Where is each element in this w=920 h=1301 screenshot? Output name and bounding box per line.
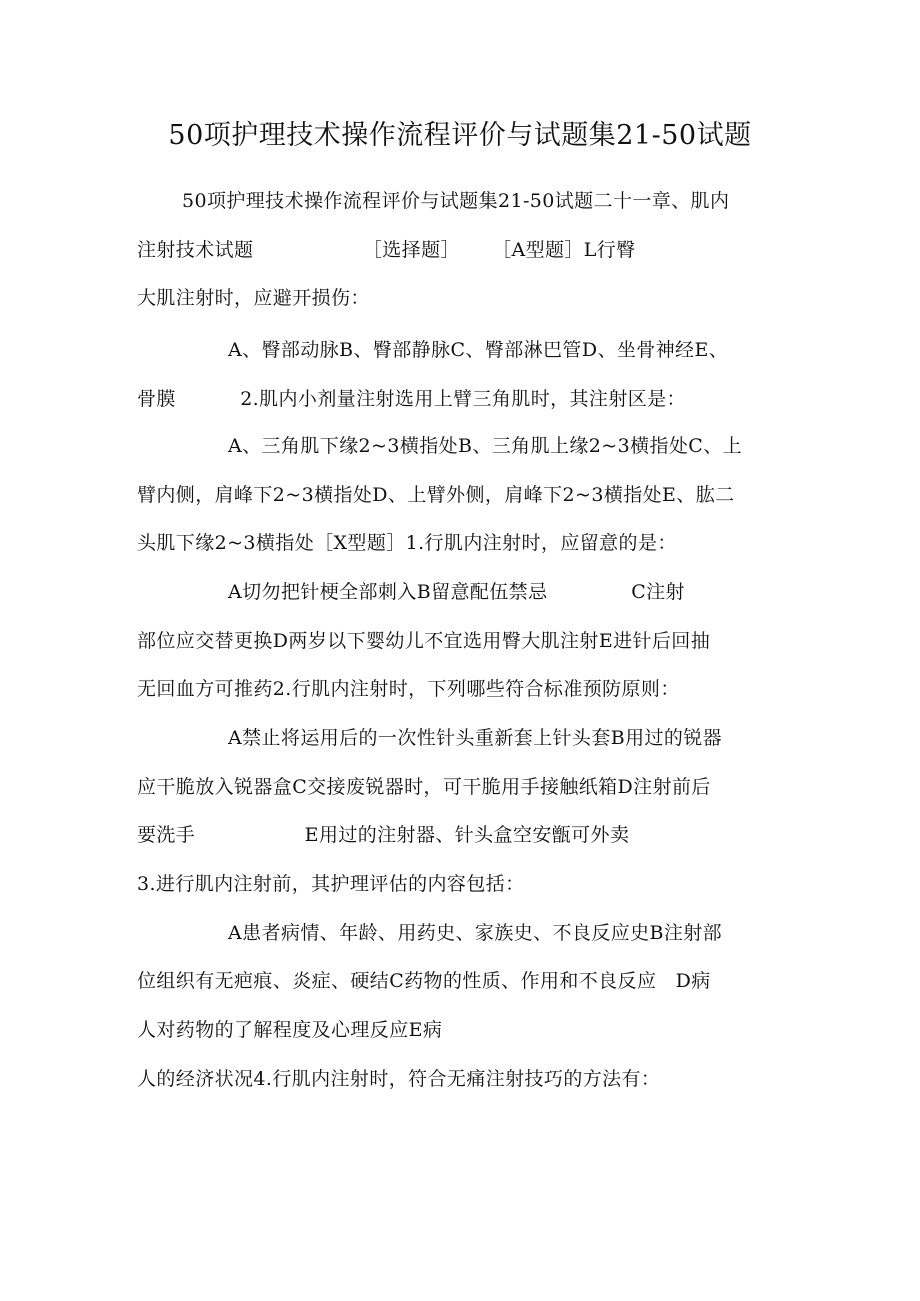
body-line: 要洗手 E用过的注射器、针头盒空安甑可外卖 xyxy=(137,824,630,846)
body-line: 3.进行肌内注射前，其护理评估的内容包括： xyxy=(137,873,525,895)
body-line: 50项护理技术操作流程评价与试题集21-50试题二十一章、肌内 xyxy=(182,190,730,212)
body-line: A禁止将运用后的一次性针头重新套上针头套B用过的锐器 xyxy=(228,727,723,749)
body-line: A患者病情、年龄、用药史、家族史、不良反应史B注射部 xyxy=(228,922,723,944)
body-line: A、臀部动脉B、臀部静脉C、臀部淋巴管D、坐骨神经E、 xyxy=(228,339,729,361)
body-line: A切勿把针梗全部刺入B留意配伍禁忌 C注射 xyxy=(228,581,685,603)
body-line: A、三角肌下缘2~3横指处B、三角肌上缘2~3横指处C、上 xyxy=(228,435,743,457)
body-line: 部位应交替更换D两岁以下婴幼儿不宜选用臀大肌注射E进针后回抽 xyxy=(137,630,711,652)
body-line: 人的经济状况4.行肌内注射时，符合无痛注射技巧的方法有： xyxy=(137,1068,661,1090)
body-line: 臂内侧，肩峰下2~3横指处D、上臂外侧，肩峰下2~3横指处E、肱二 xyxy=(137,484,735,506)
body-line: 应干脆放入锐器盒C交接废锐器时，可干脆用手接触纸箱D注射前后 xyxy=(137,776,711,798)
document-title: 50项护理技术操作流程评价与试题集21-50试题 xyxy=(168,120,752,151)
body-line: 大肌注射时，应避开损伤： xyxy=(137,287,370,309)
body-line: 头肌下缘2~3横指处［X型题］1.行肌内注射时，应留意的是： xyxy=(137,532,677,554)
body-line: 位组织有无疤痕、炎症、硬结C药物的性质、作用和不良反应 D病 xyxy=(137,970,711,992)
body-line: 人对药物的了解程度及心理反应E病 xyxy=(137,1019,443,1041)
body-line: 无回血方可推药2.行肌内注射时，下列哪些符合标准预防原则： xyxy=(137,678,680,700)
body-line: 骨膜 2.肌内小剂量注射选用上臂三角肌时，其注射区是： xyxy=(137,388,686,410)
body-line: 注射技术试题 ［选择题］ ［A型题］L行臀 xyxy=(137,239,636,261)
